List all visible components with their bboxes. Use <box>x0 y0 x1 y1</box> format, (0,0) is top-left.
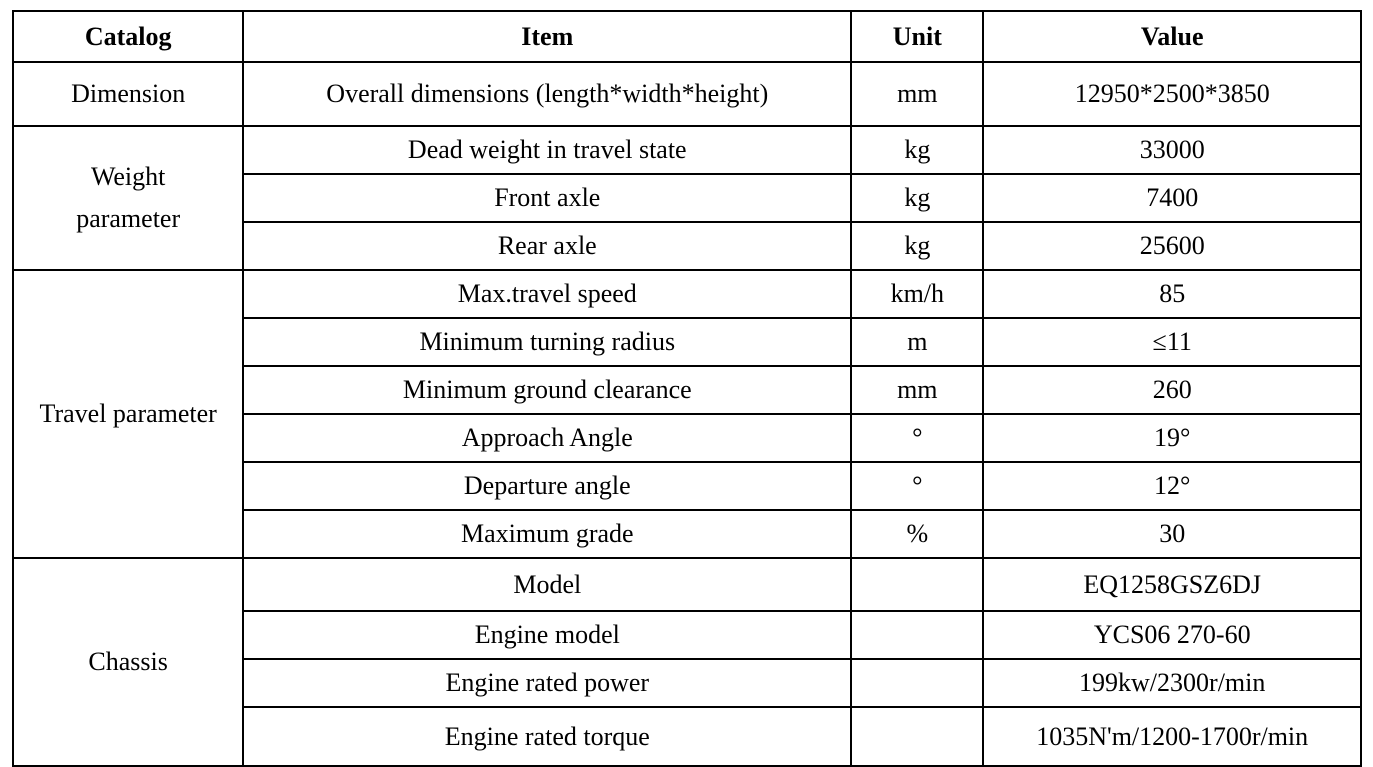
unit-cell <box>851 611 983 659</box>
item-cell: Rear axle <box>243 222 851 270</box>
value-cell: 33000 <box>983 126 1361 174</box>
table-row <box>13 62 1361 126</box>
value-cell: 199kw/2300r/min <box>983 659 1361 707</box>
unit-cell <box>851 707 983 766</box>
unit-cell: m <box>851 318 983 366</box>
table-row <box>13 558 1361 611</box>
value-cell: 19° <box>983 414 1361 462</box>
item-cell: Maximum grade <box>243 510 851 558</box>
value-cell: 260 <box>983 366 1361 414</box>
unit-cell: kg <box>851 126 983 174</box>
value-cell: 1035N'm/1200-1700r/min <box>983 707 1361 766</box>
value-cell: 30 <box>983 510 1361 558</box>
value-cell: 7400 <box>983 174 1361 222</box>
unit-cell: ° <box>851 462 983 510</box>
item-cell: Front axle <box>243 174 851 222</box>
catalog-dimension: Dimension <box>13 62 243 126</box>
unit-cell: mm <box>851 366 983 414</box>
header-unit: Unit <box>851 11 983 62</box>
unit-cell: kg <box>851 222 983 270</box>
value-cell: ≤11 <box>983 318 1361 366</box>
value-cell: YCS06 270-60 <box>983 611 1361 659</box>
item-cell: Engine model <box>243 611 851 659</box>
catalog-travel-parameter: Travel parameter <box>13 270 243 558</box>
value-cell: EQ1258GSZ6DJ <box>983 558 1361 611</box>
header-item: Item <box>243 11 851 62</box>
unit-cell: % <box>851 510 983 558</box>
catalog-weight-line1: Weight <box>90 162 166 192</box>
item-cell: Max.travel speed <box>243 270 851 318</box>
table-row <box>13 126 1361 174</box>
item-cell: Engine rated torque <box>243 707 851 766</box>
unit-cell: ° <box>851 414 983 462</box>
item-cell: Model <box>243 558 851 611</box>
table-row <box>13 270 1361 318</box>
item-cell: Engine rated power <box>243 659 851 707</box>
value-cell: 25600 <box>983 222 1361 270</box>
header-catalog: Catalog <box>13 11 243 62</box>
catalog-weight-parameter <box>13 126 243 270</box>
value-cell: 85 <box>983 270 1361 318</box>
item-cell: Dead weight in travel state <box>243 126 851 174</box>
catalog-chassis: Chassis <box>13 558 243 766</box>
header-row <box>13 11 1361 62</box>
item-cell: Approach Angle <box>243 414 851 462</box>
unit-cell: km/h <box>851 270 983 318</box>
unit-cell: kg <box>851 174 983 222</box>
item-cell: Minimum ground clearance <box>243 366 851 414</box>
unit-cell: mm <box>851 62 983 126</box>
header-value: Value <box>983 11 1361 62</box>
item-cell: Minimum turning radius <box>243 318 851 366</box>
value-cell: 12° <box>983 462 1361 510</box>
item-cell: Overall dimensions (length*width*height) <box>243 62 851 126</box>
item-cell: Departure angle <box>243 462 851 510</box>
unit-cell <box>851 659 983 707</box>
unit-cell <box>851 558 983 611</box>
spec-table <box>12 10 1362 767</box>
catalog-weight-line2: parameter <box>76 204 181 233</box>
value-cell: 12950*2500*3850 <box>983 62 1361 126</box>
